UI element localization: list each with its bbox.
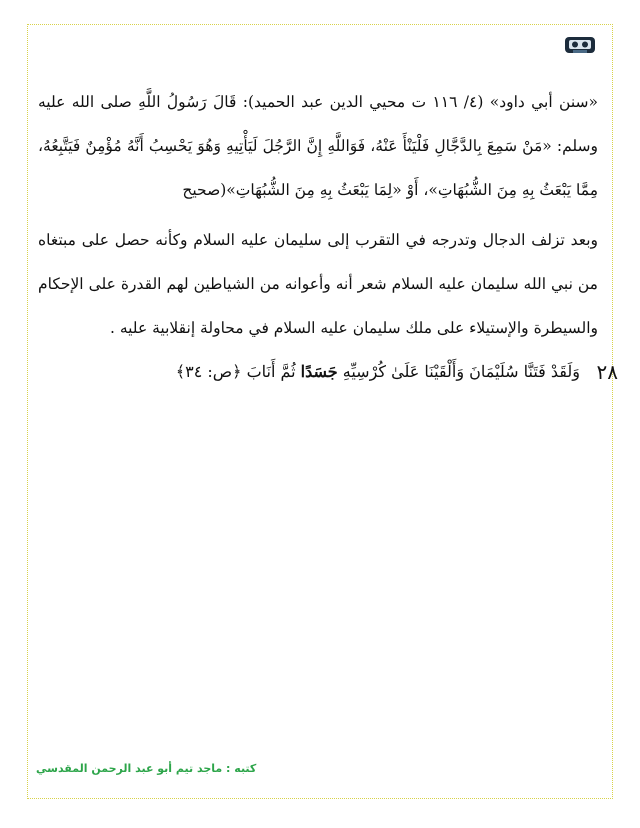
footnote-number: ٢٨ (596, 360, 618, 384)
quran-verse (176, 358, 580, 386)
verse-emphasis: جَسَدًا (300, 362, 338, 381)
cassette-icon (564, 34, 596, 56)
hadith-text: «سنن أبي داود» (٤/ ١١٦ ت محيي الدين عبد الحميد): قَالَ رَسُولُ اللَّهِ صلى الله عليه وسلم: «مَنْ سَمِعَ بِالدَّجَّالِ فَلْيَنْأَ عَنْهُ، فَوَاللَّهِ إِنَّ الرَّجُلَ لَيَأْتِيهِ وَهُوَ يَحْسِبُ أَنَّهُ مُؤْمِنٌ فَيَتَّبِعُهُ، مِمَّا يَبْعَثُ بِهِ مِنَ الشُّبُهَاتِ»، أَوْ «لِمَا يَبْعَثُ بِهِ مِنَ الشُّبُهَاتِ»(صحيح (38, 93, 598, 199)
author-signature: كتبه : ماجد تيم أبو عبد الرحمن المقدسي (36, 762, 257, 775)
body-paragraph: وبعد تزلف الدجال وتدرجه في التقرب إلى سليمان عليه السلام وكأنه حصل على مبتغاه من نبي الله سليمان عليه السلام شعر أنه وأعوانه من الشياطين لهم القدرة على الإحكام والسيطرة والإستيلاء على ملك سليمان عليه السلام في محاولة إنقلابية عليه . (38, 231, 598, 337)
verse-text-end: ثُمَّ أَنَابَ ﴿ص: ٣٤﴾ (175, 362, 301, 381)
quran-verse-row (38, 358, 618, 388)
document-body (38, 80, 618, 388)
verse-text-start: وَلَقَدْ فَتَنَّا سُلَيْمَانَ وَأَلْقَيْنَا عَلَىٰ كُرْسِيِّهِ (337, 362, 580, 381)
